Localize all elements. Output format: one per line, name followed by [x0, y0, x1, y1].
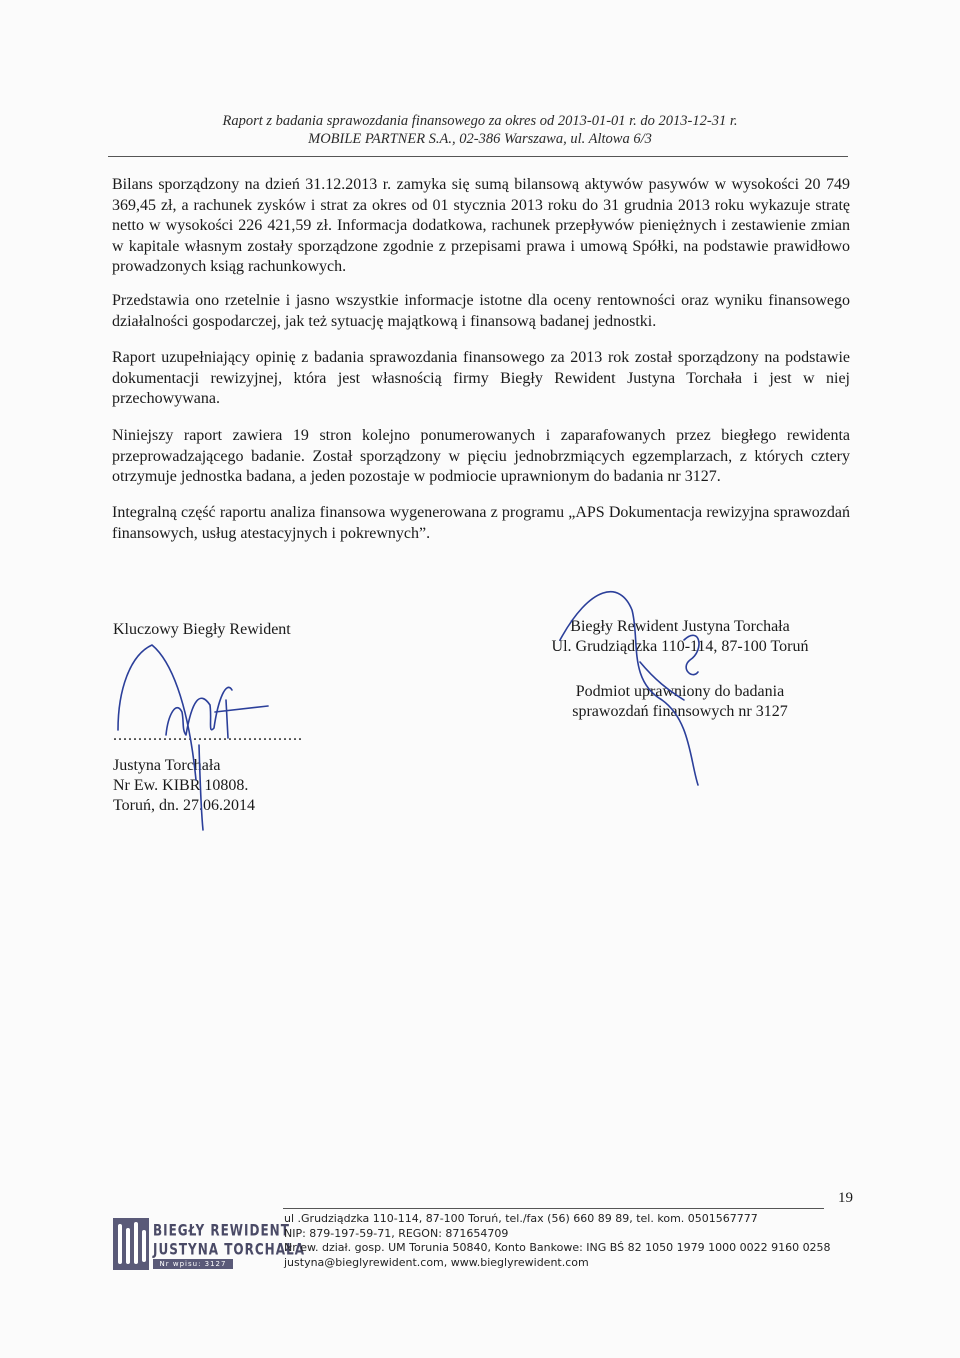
- paragraph-integral-part: Integralną część raportu analiza finansowa wygenerowana z programu „APS Dokumentacja rewizyjna sprawozdań finansowych, usług atestacyjnych i pokrewnych”.: [112, 504, 850, 542]
- footer-divider: [283, 1208, 824, 1209]
- firm-logo: [113, 1218, 305, 1270]
- footer-email-web: justyna@bieglyrewident.com, www.bieglyrewident.com: [284, 1255, 589, 1269]
- header-company: MOBILE PARTNER S.A., 02-386 Warszawa, ul. Altowa 6/3: [308, 131, 652, 147]
- signature-line: ......................................: [113, 727, 303, 744]
- header-report-title: Raport z badania sprawozdania finansowego za okres od 2013-01-01 r. do 2013-12-31 r.: [222, 113, 738, 129]
- logo-title: BIEGŁY REWIDENT: [153, 1221, 290, 1240]
- auditor-registration: Nr Ew. KIBR 10808.: [113, 777, 249, 794]
- logo-registration: Nr wpisu: 3127: [153, 1259, 233, 1269]
- footer-contact: [284, 1212, 831, 1270]
- auditor-role: Kluczowy Biegły Rewident: [113, 621, 291, 638]
- stamp-entitlement-number: sprawozdań finansowych nr 3127: [572, 702, 788, 720]
- header-divider: [108, 156, 848, 157]
- paragraph-documentation: Raport uzupełniający opinię z badania sprawozdania finansowego za 2013 rok został sporządzony na podstawie dokumentacji rewizyjnej, która jest własnością firmy Biegły Rewident Justyna Torchała i jest w niej przechowywana.: [112, 349, 850, 407]
- logo-name: JUSTYNA TORCHAŁA: [153, 1240, 305, 1259]
- paragraph-page-count: Niniejszy raport zawiera 19 stron kolejno ponumerowanych i zaparafowanych przez biegłego rewidenta przeprowadzającego badanie. Został sporządzony w pięciu jednobrzmiących egzemplarzach, z których cztery otrzymuje jednostka badana, a jeden pozostaje w podmiocie uprawnionym do badania nr 3127.: [112, 427, 850, 485]
- stamp-firm-name: Biegły Rewident Justyna Torchała: [570, 618, 790, 635]
- stamp-entitlement: Podmiot uprawniony do badania: [575, 683, 785, 700]
- auditor-name: Justyna Torchała: [113, 757, 221, 774]
- auditor-signature-block: [113, 620, 303, 814]
- auditor-details: [113, 756, 255, 816]
- firm-emblem-icon: [113, 1218, 149, 1270]
- paragraph-balance-sheet: Bilans sporządzony na dzień 31.12.2013 r. zamyka się sumą bilansową aktywów pasywów w wysokości 20 749 369,45 zł, a rachunek zysków i strat za okres od 01 stycznia 2013 roku do 31 grudnia 2013 roku wykazuje stratę netto w wysokości 226 421,59 zł. Informacja dodatkowa, rachunek przepływów pieniężnych i zestawienie zmian w kapitale własnym zostały sporządzone zgodnie z przepisami prawa i umową Spółki, na podstawie prawidłowo prowadzonych ksiąg rachunkowych.: [112, 176, 850, 275]
- place-and-date: Toruń, dn. 27.06.2014: [113, 797, 255, 814]
- footer-tax-ids: NIP: 879-197-59-71, REGON: 871654709: [284, 1226, 509, 1240]
- paragraph-presentation: Przedstawia ono rzetelnie i jasno wszystkie informacje istotne dla oceny rentowności oraz wyniku finansowego działalności gospodarczej, jak też sytuację majątkową i finansową badanej jednostki.: [112, 292, 850, 330]
- stamp-address: Ul. Grudziądzka 110-114, 87-100 Toruń: [551, 637, 809, 655]
- footer-bank: Nr ew. dział. gosp. UM Torunia 50840, Konto Bankowe: ING BŚ 82 1050 1979 1000 0022 9160 0258: [284, 1241, 831, 1254]
- footer-address: ul .Grudziądzka 110-114, 87-100 Toruń, tel./fax (56) 660 89 89, tel. kom. 0501567777: [284, 1212, 758, 1225]
- firm-stamp-block: [530, 617, 830, 721]
- page-number: 19: [838, 1190, 853, 1206]
- page-header: [150, 112, 810, 148]
